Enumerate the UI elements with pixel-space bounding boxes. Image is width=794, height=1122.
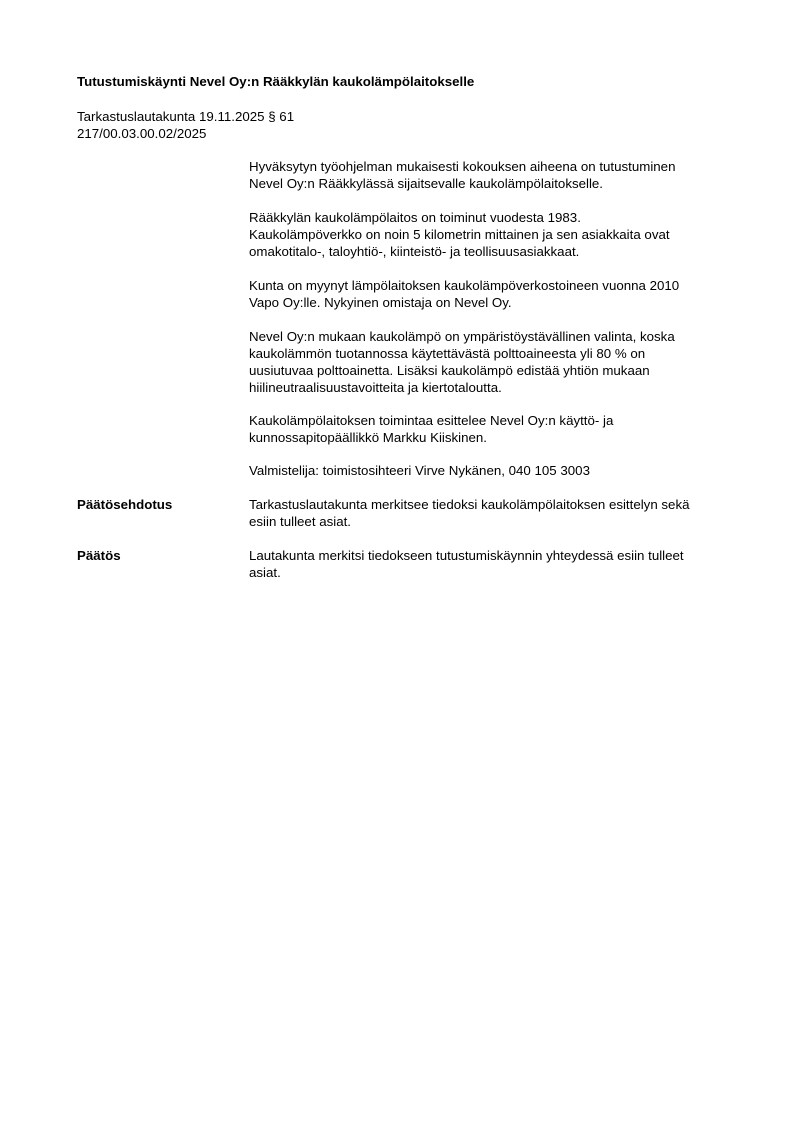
text-line: Tarkastuslautakunta merkitsee tiedoksi kaukolämpölaitoksen esittelyn sekä	[249, 497, 690, 512]
text-line: esiin tulleet asiat.	[249, 514, 351, 529]
text-line: Hyväksytyn työohjelman mukaisesti kokouksen aiheena on tutustuminen	[249, 159, 676, 174]
text-line: Nevel Oy:n Rääkkylässä sijaitsevalle kaukolämpölaitokselle.	[249, 176, 604, 191]
paragraph-history	[249, 209, 741, 260]
text-line: asiat.	[249, 565, 281, 580]
paragraph-ownership	[249, 277, 741, 311]
proposal-text	[249, 496, 741, 530]
text-line: Kaukolämpöverkko on noin 5 kilometrin mittainen ja sen asiakkaita ovat	[249, 227, 670, 242]
text-line: Vapo Oy:lle. Nykyinen omistaja on Nevel Oy.	[249, 295, 512, 310]
text-line: Nevel Oy:n mukaan kaukolämpö on ympäristöystävällinen valinta, koska	[249, 329, 675, 344]
text-line: kunnossapitopäällikkö Markku Kiiskinen.	[249, 430, 487, 445]
record-number: 217/00.03.00.02/2025	[77, 126, 207, 141]
text-line: Kunta on myynyt lämpölaitoksen kaukolämpöverkostoineen vuonna 2010	[249, 278, 680, 293]
text-line: hiilineutraalisuustavoitteita ja kiertotaloutta.	[249, 380, 502, 395]
text-line: Lautakunta merkitsi tiedokseen tutustumiskäynnin yhteydessä esiin tulleet	[249, 548, 684, 563]
proposal-label: Päätösehdotus	[77, 497, 173, 512]
document-title: Tutustumiskäynti Nevel Oy:n Rääkkylän kaukolämpölaitokselle	[77, 74, 475, 89]
text-line: Rääkkylän kaukolämpölaitos on toiminut vuodesta 1983.	[249, 210, 581, 225]
paragraph-environment	[249, 328, 741, 396]
paragraph-presenter	[249, 412, 741, 446]
meeting-reference: Tarkastuslautakunta 19.11.2025 § 61	[77, 109, 295, 124]
decision-label: Päätös	[77, 548, 121, 563]
text-line: kaukolämmön tuotannossa käytettävästä polttoaineesta yli 80 % on	[249, 346, 646, 361]
text-line: Valmistelija: toimistosihteeri Virve Nykänen, 040 105 3003	[249, 463, 590, 478]
paragraph-preparer	[249, 462, 741, 479]
text-line: uusiutuvaa polttoainetta. Lisäksi kaukolämpö edistää yhtiön mukaan	[249, 363, 650, 378]
paragraph-intro	[249, 158, 741, 192]
text-line: omakotitalo-, taloyhtiö-, kiinteistö- ja teollisuusasiakkaat.	[249, 244, 580, 259]
decision-text	[249, 547, 741, 581]
text-line: Kaukolämpölaitoksen toimintaa esittelee Nevel Oy:n käyttö- ja	[249, 413, 614, 428]
